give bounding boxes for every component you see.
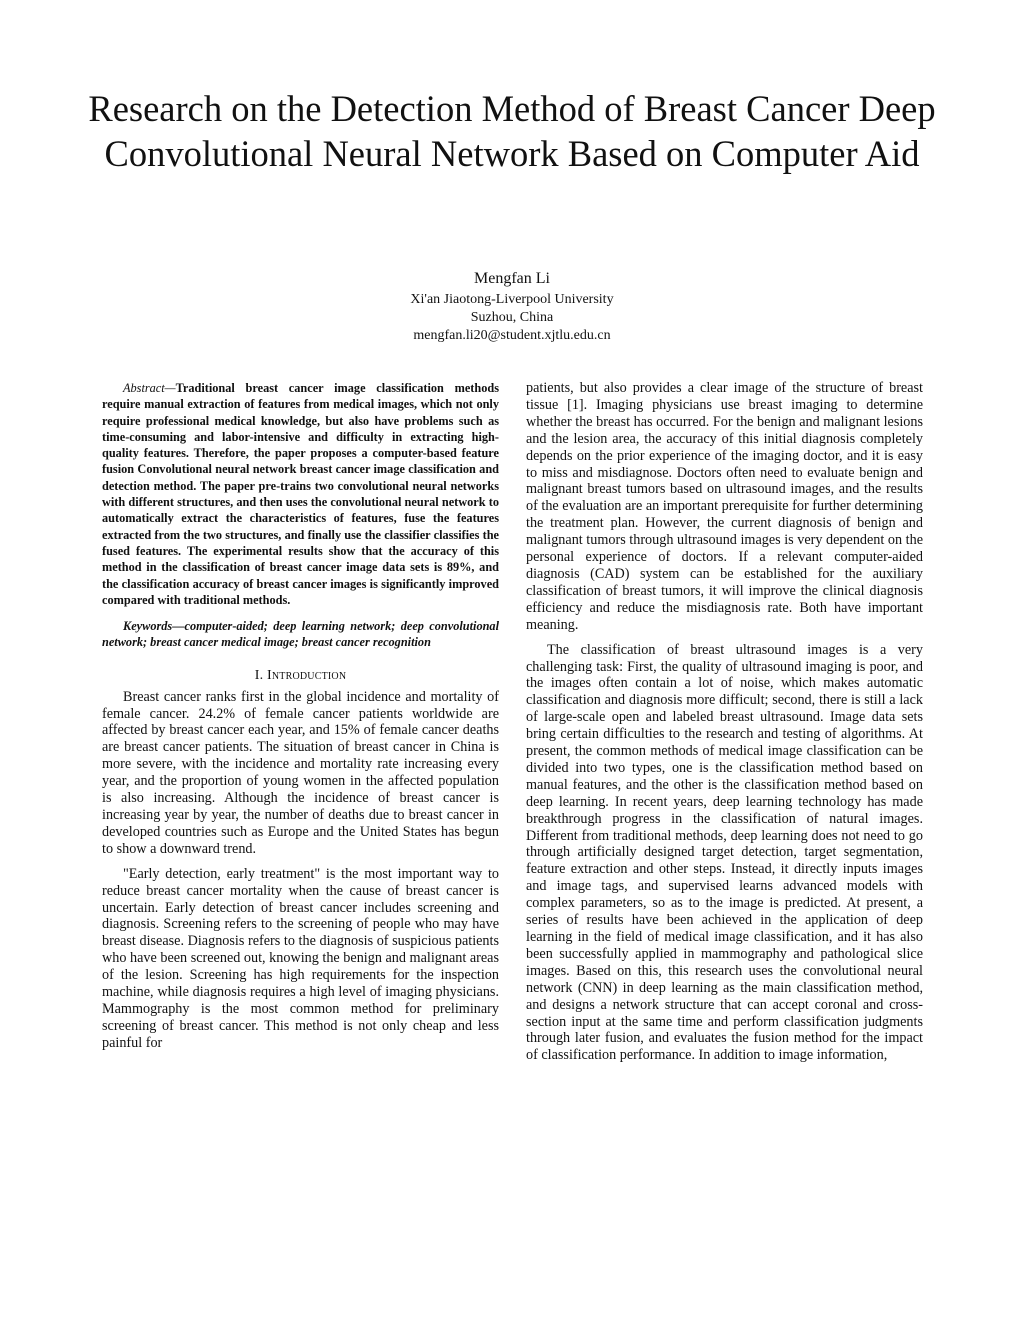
right-column	[526, 380, 923, 1064]
body-paragraph: patients, but also provides a clear image of the structure of breast tissue [1]. Imaging physicians use breast imaging to determine whether the breast has occurred. For the benign and malignant lesions and the lesion area, the accuracy of this initial diagnosis completely depends on the prior experience of the imaging doctor, and it is easy to miss and misdiagnose. Doctors often need to evaluate benign and malignant breast tumors based on ultrasound images, and the results of the evaluation are an important prerequisite for further determining the treatment plan. However, the current diagnosis of benign and malignant tumors through ultrasound images is very dependent on the personal experience of doctors. If a relevant computer-aided diagnosis (CAD) system can be established for the auxiliary classification of breast tumors, it will improve the clinical diagnosis efficiency and reduce the misdiagnosis rate. Both have important meaning.	[526, 380, 923, 633]
author-affiliation: Xi'an Jiaotong-Liverpool University	[410, 292, 614, 307]
body-paragraph: The classification of breast ultrasound images is a very challenging task: First, the quality of ultrasound imaging is poor, and the images often contain a lot of noise, which makes automatic classification and diagnosis more difficult; second, there is still a lack of large-scale open and labeled breast ultrasound. Image data sets bring certain difficulties to the research and testing of algorithms. At present, the common methods of medical image classification can be divided into two types, one is the classification method based on manual features, and the other is the classification method based on deep learning. In recent years, deep learning technology has made breakthrough progress in the classification of natural images. Different from traditional methods, deep learning does not need to go through artificially designed target detection, target segmentation, feature extraction and other steps. Instead, it directly inputs images and image tags, and supervised learns advanced models with complex parameters, so as to the image is predicted. At present, a series of results have been achieved in the application of deep learning in the field of medical image classification, and it has also been successfully applied in mammography and pathological slice images. Based on this, this research uses the convolutional neural network (CNN) in deep learning as the main classification method, and designs a network structure that can accept coronal and cross-section input at the same time and perform classification judgments through later fusion, and evaluates the fusion method for the impact of classification performance. In addition to image information,	[526, 641, 923, 1064]
paper-title: Research on the Detection Method of Breast Cancer Deep Convolutional Neural Network Based on Computer Aid	[88, 88, 936, 174]
section-title: Introduction	[266, 667, 347, 683]
author-location: Suzhou, China	[470, 310, 554, 325]
body-paragraph: Breast cancer ranks first in the global incidence and mortality of female cancer. 24.2% of female cancer patients worldwide are affected by breast cancer each year, and 15% of female cancer deaths are breast cancer patients. The situation of breast cancer in China is more severe, with the incidence and mortality rate increasing every year, and the proportion of young women in the affected population is also increasing. Although the incidence of breast cancer is increasing year by year, the number of deaths due to breast cancer in developed countries such as Europe and the United States has begun to show a downward trend.	[102, 688, 499, 857]
body-paragraph: "Early detection, early treatment" is the most important way to reduce breast cancer mortality when the cause of breast cancer is uncertain. Early detection of breast cancer includes screening and diagnosis. Screening refers to the screening of people who may have breast disease. Diagnosis refers to the diagnosis of suspicious patients who have been screened out, knowing the benign and malignant areas of the lesion. Screening has high requirements for the inspection machine, while diagnosis requires a high level of imaging physicians. Mammography is the most common method for preliminary screening of breast cancer. This method is not only cheap and less painful for	[102, 865, 499, 1051]
section-heading-introduction	[102, 668, 499, 685]
author-block	[312, 268, 712, 345]
keywords-text: computer-aided; deep learning network; deep convolutional network; breast cancer medical image; breast cancer recognition	[102, 619, 499, 650]
abstract	[102, 380, 499, 608]
abstract-text: Traditional breast cancer image classification methods require manual extraction of features from medical images, which not only require professional medical knowledge, but also have problems such as time-consuming and labor-intensive and difficulty in extracting high-quality features. Therefore, the paper proposes a computer-based feature fusion Convolutional neural network breast cancer image classification and detection method. The paper pre-trains two convolutional neural networks with different structures, and then uses the convolutional neural network to automatically extract the characteristics of features, fuse the features extracted from the two structures, and finally use the classifier classifies the fused features. The experimental results show that the accuracy of this method in the classification of breast cancer image data sets is 89%, and the classification accuracy of breast cancer images is significantly improved compared with traditional methods.	[102, 381, 499, 607]
abstract-label: Abstract—	[123, 381, 176, 395]
section-number: I.	[254, 667, 264, 683]
keywords	[102, 618, 499, 651]
left-column	[102, 380, 499, 1052]
keywords-label: Keywords—	[123, 619, 185, 634]
author-email: mengfan.li20@student.xjtlu.edu.cn	[413, 328, 611, 343]
author-name: Mengfan Li	[474, 270, 550, 287]
